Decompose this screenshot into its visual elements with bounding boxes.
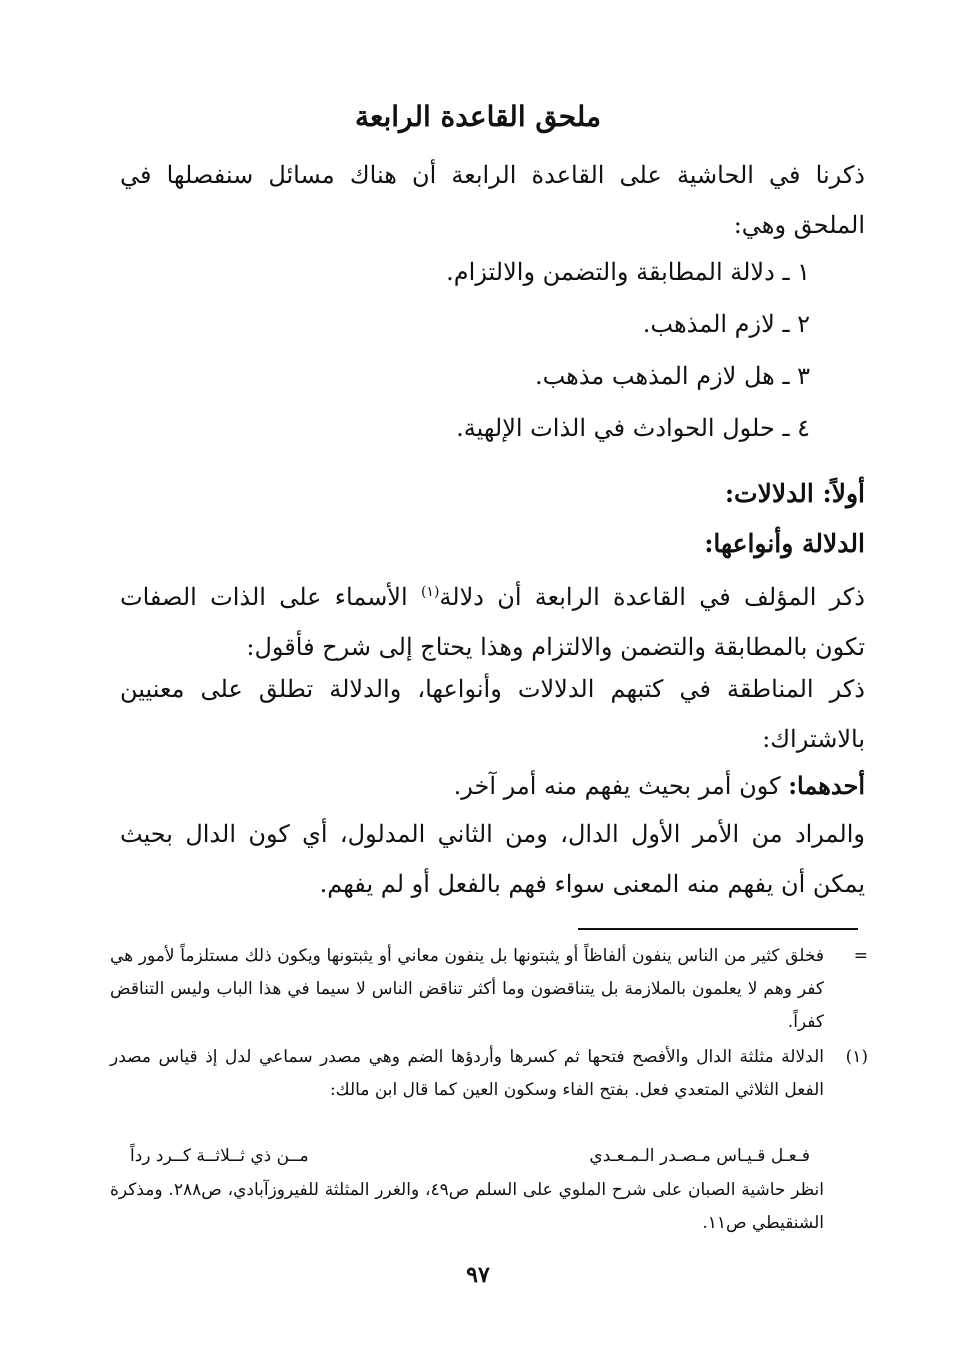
paragraph-3-lead: أحدهما:: [788, 771, 865, 800]
footnote-continuation: [110, 940, 868, 1039]
poem-second-hemistich: مــن ذي ثــلاثــة كــرد رداً: [130, 1146, 309, 1166]
poem-verse: [130, 1140, 810, 1173]
footnote-separator: [578, 928, 858, 930]
paragraph-1-end: الأسماء على الذات الصفات تكون بالمطابقة والتضمن والالتزام وهذا يحتاج إلى شرح فأقول:: [120, 583, 865, 661]
page-number: ٩٧: [466, 1262, 490, 1288]
list-item-1: ١ ـ دلالة المطابقة والتضمن والالتزام.: [446, 258, 810, 286]
footnote-1: [110, 1041, 868, 1107]
paragraph-1: [120, 567, 865, 672]
list-item-2: ٢ ـ لازم المذهب.: [642, 310, 810, 338]
paragraph-2: ذكر المناطقة في كتبهم الدلالات وأنواعها، والدلالة تطلق على معنيين بالاشتراك:: [120, 675, 865, 753]
poem-first-hemistich: فـعـل قـيـاس مـصـدر الـمـعـدي: [589, 1146, 810, 1166]
paragraph-3: [120, 761, 865, 811]
paragraph-3-text: كون أمر بحيث يفهم منه أمر آخر.: [453, 772, 789, 800]
continuation-mark: =: [853, 946, 868, 966]
list-item-4: ٤ ـ حلول الحوادث في الذات الإلهية.: [456, 414, 810, 442]
footnote-reference: (١): [420, 584, 440, 600]
list-item-3: ٣ ـ هل لازم المذهب مذهب.: [534, 362, 810, 390]
footnote-continuation-text: فخلق كثير من الناس ينفون ألفاظاً أو يثبتونها بل ينفون معاني أو يثبتونها ويكون ذلك مستلزماً لأمور هي كفر وهم لا يعلمون بالملازمة بل يتناقضون وما أكثر تناقض الناس لا سيما في هذا الباب وليس التناقض كفراً.: [110, 946, 824, 1032]
page-title: ملحق القاعدة الرابعة: [354, 100, 602, 133]
footnote-1-text: الدلالة مثلثة الدال والأفصح فتحها ثم كسرها وأردؤها الضم وهي مصدر سماعي لدل إذ قياس مصدر الفعل الثلاثي المتعدي فعل. بفتح الفاء وسكون العين كما قال ابن مالك:: [110, 1047, 824, 1100]
paragraph-1-start: ذكر المؤلف في القاعدة الرابعة أن دلالة: [439, 583, 865, 611]
footnote-1-continuation: انظر حاشية الصبان على شرح الملوي على السلم ص٤٩، والغرر المثلثة للفيروزآبادي، ص٢٨٨. ومذكرة الشنقيطي ص١١.: [110, 1180, 824, 1233]
intro-paragraph: ذكرنا في الحاشية على القاعدة الرابعة أن هناك مسائل سنفصلها في الملحق وهي:: [120, 161, 865, 239]
section-heading: أولاً: الدلالات:: [724, 479, 865, 508]
paragraph-4: والمراد من الأمر الأول الدال، ومن الثاني المدلول، أي كون الدال بحيث يمكن أن يفهم منه المعنى سواء فهم بالفعل أو لم يفهم.: [120, 820, 865, 898]
subheading: الدلالة وأنواعها:: [704, 529, 865, 558]
footnote-1-mark: (١): [845, 1047, 868, 1067]
